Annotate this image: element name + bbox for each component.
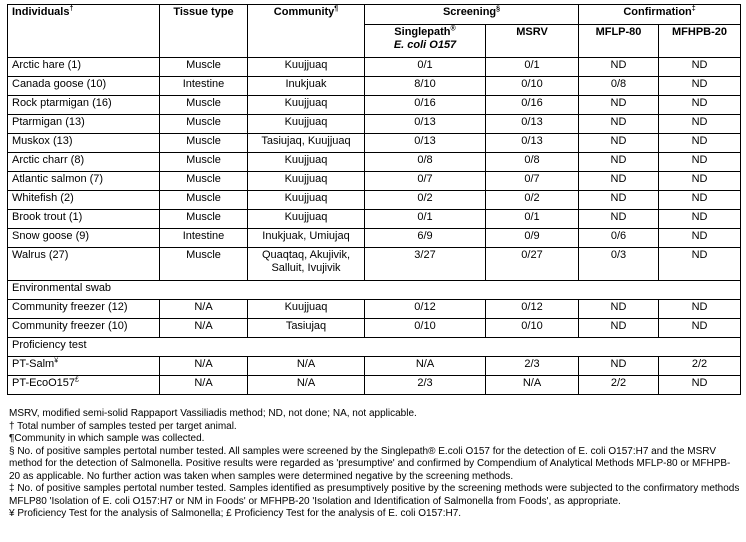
community-cell: Kuujjuaq	[248, 153, 365, 172]
msrv-cell: 0/27	[486, 248, 579, 281]
mfhpb-cell: ND	[659, 58, 741, 77]
individual-cell: Canada goose (10)	[8, 77, 160, 96]
table-row	[8, 172, 741, 191]
table-row	[8, 229, 741, 248]
singlepath-cell: 0/7	[365, 172, 486, 191]
table-row	[8, 319, 741, 338]
individual-label: PT-Salm	[12, 358, 55, 370]
msrv-cell: 0/1	[486, 58, 579, 77]
individual-label: PT-EcoO157	[12, 377, 75, 389]
individual-cell: Community freezer (10)	[8, 319, 160, 338]
header-confirmation: Confirmation‡	[579, 5, 741, 25]
mflp-cell: 2/2	[579, 376, 659, 395]
table-row	[8, 300, 741, 319]
msrv-cell: N/A	[486, 376, 579, 395]
table-row	[8, 58, 741, 77]
section-row	[8, 338, 741, 357]
footnote-dagger: † Total number of samples tested per target animal.	[9, 420, 237, 432]
table-row	[8, 153, 741, 172]
mflp-cell: ND	[579, 357, 659, 376]
header-tissue-type: Tissue type	[160, 5, 248, 58]
footnote-section: § No. of positive samples pertotal number tested. All samples were screened by the Singlepath® E.coli O157 for the detection of E. coli O157:H7 and the MSRV method for the detection of Salmonella. Positive results were regarded as 'presumptive' and confirmed by Compendium of Analytical Methods MFLP-80 or MFHPB-20 as applicable. No further action was taken when samples were determined negative by the screening methods.	[9, 445, 731, 482]
mfhpb-cell: ND	[659, 153, 741, 172]
msrv-cell: 0/1	[486, 210, 579, 229]
individual-cell	[8, 357, 160, 376]
mflp-cell: ND	[579, 153, 659, 172]
table-row	[8, 191, 741, 210]
mfhpb-cell: ND	[659, 300, 741, 319]
community-cell: N/A	[248, 376, 365, 395]
singlepath-cell: 3/27	[365, 248, 486, 281]
singlepath-cell: 0/13	[365, 115, 486, 134]
table-row	[8, 77, 741, 96]
individual-sup: ¥	[54, 357, 59, 365]
mfhpb-cell: ND	[659, 191, 741, 210]
individual-cell: Walrus (27)	[8, 248, 160, 281]
mfhpb-cell: ND	[659, 134, 741, 153]
tissue-cell: N/A	[160, 357, 248, 376]
table-footnotes	[9, 408, 741, 521]
tissue-cell: Muscle	[160, 134, 248, 153]
individual-cell	[8, 376, 160, 395]
mflp-cell: ND	[579, 172, 659, 191]
singlepath-cell: 0/1	[365, 58, 486, 77]
table-row	[8, 210, 741, 229]
mfhpb-cell: ND	[659, 77, 741, 96]
community-cell: Kuujjuaq	[248, 172, 365, 191]
header-community: Community¶	[248, 5, 365, 58]
section-proficiency-test: Proficiency test	[8, 338, 741, 357]
individual-cell: Arctic hare (1)	[8, 58, 160, 77]
mflp-cell: ND	[579, 115, 659, 134]
mfhpb-cell: ND	[659, 96, 741, 115]
community-cell: Inukjuak, Umiujaq	[248, 229, 365, 248]
msrv-cell: 0/2	[486, 191, 579, 210]
individual-cell: Ptarmigan (13)	[8, 115, 160, 134]
community-cell: N/A	[248, 357, 365, 376]
mfhpb-cell: ND	[659, 319, 741, 338]
community-cell: Quaqtaq, Akujivik, Salluit, Ivujivik	[248, 248, 365, 281]
header-mfhpb: MFHPB-20	[659, 25, 741, 58]
community-cell: Kuujjuaq	[248, 191, 365, 210]
table-row	[8, 248, 741, 281]
mflp-cell: ND	[579, 300, 659, 319]
tissue-cell: N/A	[160, 319, 248, 338]
singlepath-cell: 6/9	[365, 229, 486, 248]
individual-cell: Whitefish (2)	[8, 191, 160, 210]
table-row	[8, 96, 741, 115]
table-row	[8, 134, 741, 153]
singlepath-cell: 0/1	[365, 210, 486, 229]
table-row	[8, 115, 741, 134]
mflp-cell: ND	[579, 96, 659, 115]
tissue-cell: Intestine	[160, 229, 248, 248]
community-cell: Kuujjuaq	[248, 115, 365, 134]
footnote-abbrev: MSRV, modified semi-solid Rappaport Vassiliadis method; ND, not done; NA, not applicable.	[9, 408, 417, 419]
msrv-cell: 0/10	[486, 319, 579, 338]
results-table	[7, 4, 741, 395]
msrv-cell: 0/10	[486, 77, 579, 96]
msrv-cell: 0/9	[486, 229, 579, 248]
tissue-cell: N/A	[160, 376, 248, 395]
community-cell: Inukjuak	[248, 77, 365, 96]
tissue-cell: Muscle	[160, 115, 248, 134]
community-cell: Kuujjuaq	[248, 210, 365, 229]
msrv-cell: 0/7	[486, 172, 579, 191]
community-cell: Tasiujaq, Kuujjuaq	[248, 134, 365, 153]
tissue-cell: N/A	[160, 300, 248, 319]
tissue-cell: Muscle	[160, 153, 248, 172]
footnote-proficiency: ¥ Proficiency Test for the analysis of Salmonella; £ Proficiency Test for the analysis of E. coli O157:H7.	[9, 508, 462, 519]
msrv-cell: 0/12	[486, 300, 579, 319]
singlepath-cell: 0/2	[365, 191, 486, 210]
mfhpb-cell: 2/2	[659, 357, 741, 376]
tissue-cell: Muscle	[160, 248, 248, 281]
individual-cell: Community freezer (12)	[8, 300, 160, 319]
mfhpb-cell: ND	[659, 210, 741, 229]
header-mflp: MFLP-80	[579, 25, 659, 58]
singlepath-cell: 2/3	[365, 376, 486, 395]
mfhpb-cell: ND	[659, 248, 741, 281]
tissue-cell: Muscle	[160, 210, 248, 229]
mflp-cell: ND	[579, 191, 659, 210]
singlepath-cell: 0/12	[365, 300, 486, 319]
mflp-cell: ND	[579, 134, 659, 153]
tissue-cell: Muscle	[160, 172, 248, 191]
mflp-cell: 0/8	[579, 77, 659, 96]
singlepath-cell: 0/8	[365, 153, 486, 172]
mflp-cell: 0/6	[579, 229, 659, 248]
footnote-pilcrow: ¶Community in which sample was collected.	[9, 433, 205, 444]
mflp-cell: ND	[579, 210, 659, 229]
singlepath-cell: 0/16	[365, 96, 486, 115]
tissue-cell: Muscle	[160, 58, 248, 77]
msrv-cell: 0/13	[486, 134, 579, 153]
individual-cell: Arctic charr (8)	[8, 153, 160, 172]
tissue-cell: Intestine	[160, 77, 248, 96]
mfhpb-cell: ND	[659, 376, 741, 395]
mfhpb-cell: ND	[659, 229, 741, 248]
header-msrv: MSRV	[486, 25, 579, 58]
header-screening: Screening§	[365, 5, 579, 25]
individual-cell: Rock ptarmigan (16)	[8, 96, 160, 115]
header-singlepath: Singlepath® E. coli O157	[365, 25, 486, 58]
mflp-cell: ND	[579, 319, 659, 338]
tissue-cell: Muscle	[160, 96, 248, 115]
individual-cell: Snow goose (9)	[8, 229, 160, 248]
individual-cell: Atlantic salmon (7)	[8, 172, 160, 191]
section-environmental-swab: Environmental swab	[8, 281, 741, 300]
footnote-double-dagger: ‡ No. of positive samples pertotal number tested. Samples identified as presumptively positive by the screening methods were subjected to the confirmatory methods MFLP80 'Isolation of E. coli O157:H7 or NM in Foods' or MFHPB-20 'Isolation and Identification of Salmonella from Foods', as appropriate.	[9, 483, 740, 507]
table-row	[8, 357, 741, 376]
individual-cell: Brook trout (1)	[8, 210, 160, 229]
community-cell: Kuujjuaq	[248, 58, 365, 77]
msrv-cell: 0/8	[486, 153, 579, 172]
tissue-cell: Muscle	[160, 191, 248, 210]
singlepath-cell: N/A	[365, 357, 486, 376]
community-cell: Tasiujaq	[248, 319, 365, 338]
mfhpb-cell: ND	[659, 115, 741, 134]
section-row	[8, 281, 741, 300]
mflp-cell: 0/3	[579, 248, 659, 281]
community-cell: Kuujjuaq	[248, 96, 365, 115]
mfhpb-cell: ND	[659, 172, 741, 191]
msrv-cell: 2/3	[486, 357, 579, 376]
msrv-cell: 0/13	[486, 115, 579, 134]
community-cell: Kuujjuaq	[248, 300, 365, 319]
msrv-cell: 0/16	[486, 96, 579, 115]
header-individuals: Individuals†	[8, 5, 160, 58]
individual-cell: Muskox (13)	[8, 134, 160, 153]
table-row	[8, 376, 741, 395]
singlepath-cell: 0/10	[365, 319, 486, 338]
singlepath-cell: 0/13	[365, 134, 486, 153]
singlepath-cell: 8/10	[365, 77, 486, 96]
mflp-cell: ND	[579, 58, 659, 77]
individual-sup: £	[74, 376, 79, 384]
